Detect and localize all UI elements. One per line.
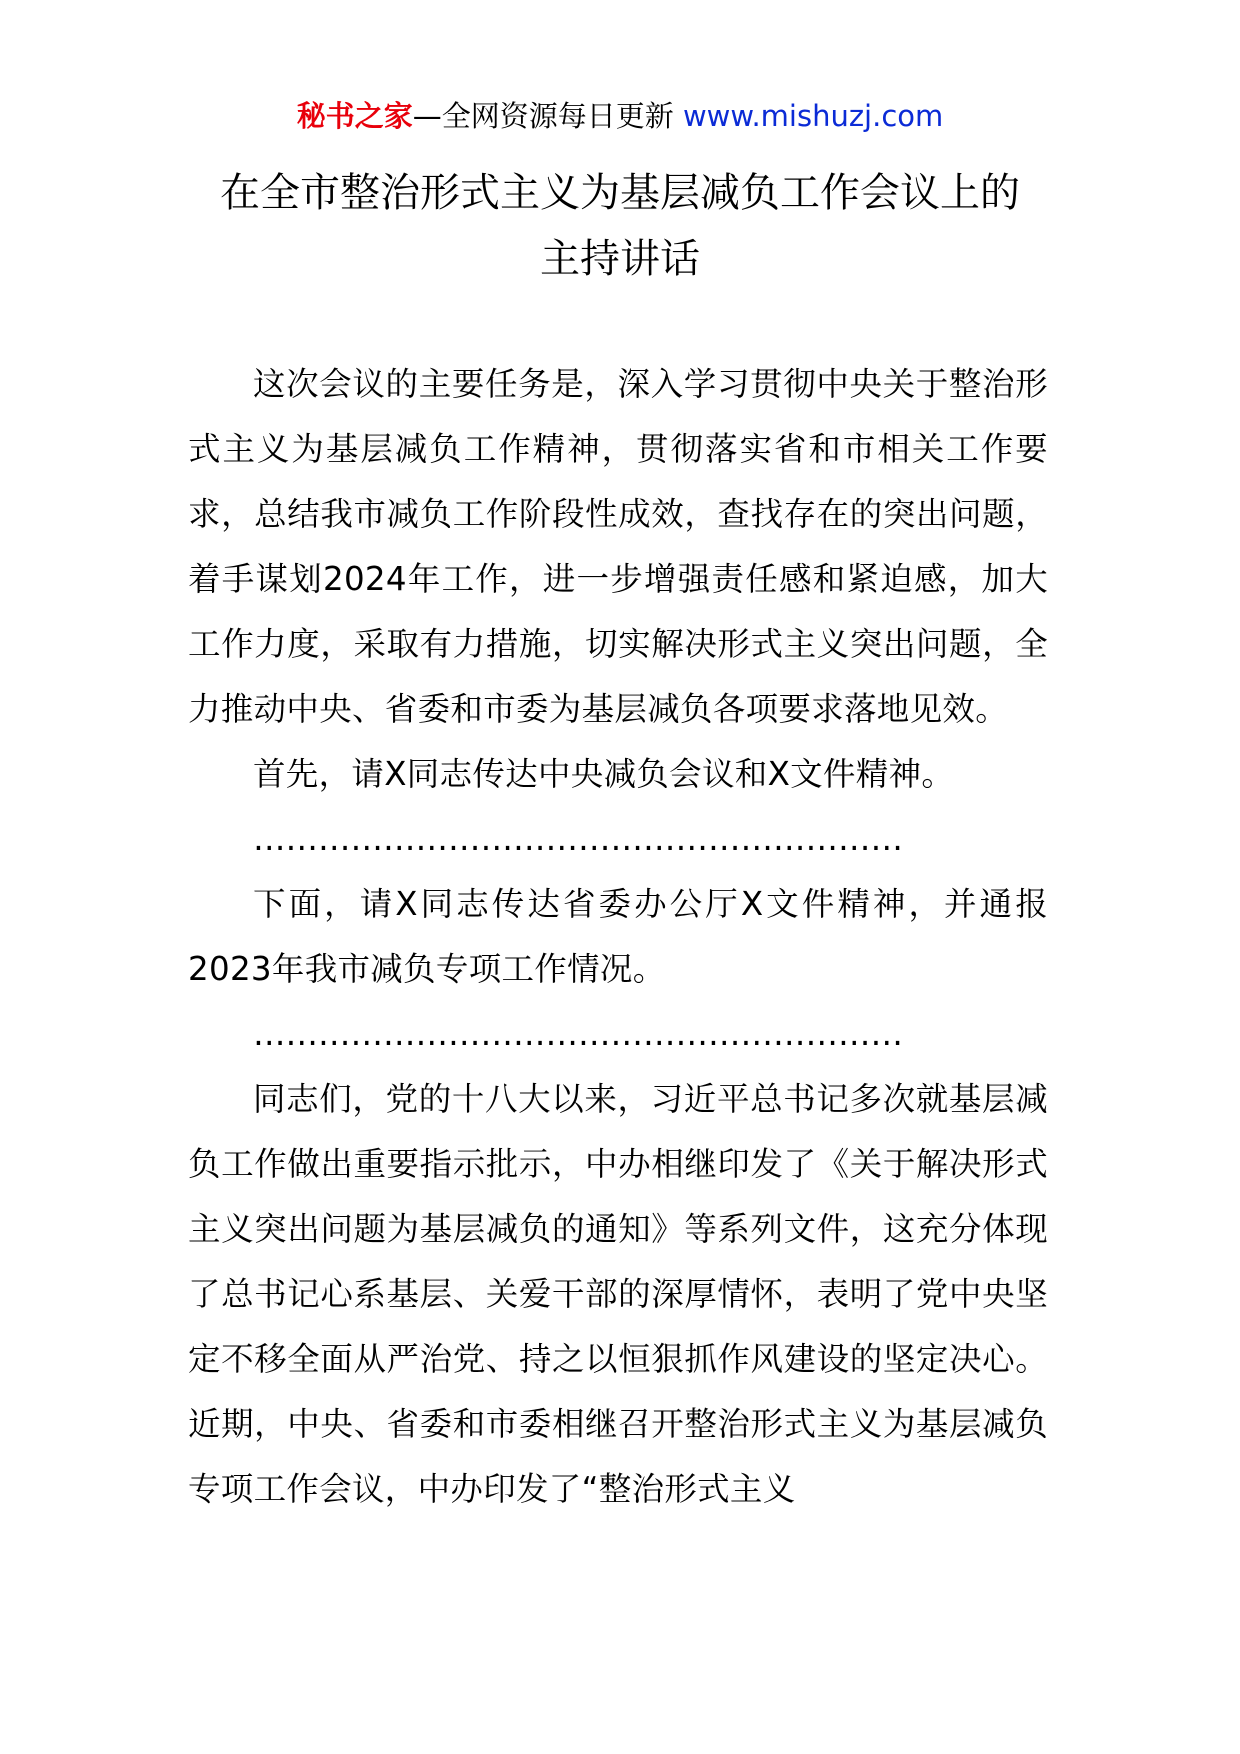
title-line-2: 主持讲话 <box>540 236 700 282</box>
paragraph-intro: 这次会议的主要任务是，深入学习贯彻中央关于整治形式主义为基层减负工作精神，贯彻落实省和市相关工作要求，总结我市减负工作阶段性成效，查找存在的突出问题，着手谋划2024年工作，进一步增强责任感和紧迫感，加大工作力度，采取有力措施，切实解决形式主义突出问题，全力推动中央、省委和市委为基层减负各项要求落地见效。 <box>188 365 1048 728</box>
document-body <box>188 352 1048 1522</box>
header-tagline: —全网资源每日更新 <box>412 99 683 133</box>
brand-name: 秘书之家 <box>296 99 413 133</box>
ellipsis-separator: …………………………………………………… <box>253 1015 903 1053</box>
paragraph-second-item: 下面，请X同志传达省委办公厅X文件精神，并通报2023年我市减负专项工作情况。 <box>188 885 1048 988</box>
paragraph-main-speech: 同志们，党的十八大以来，习近平总书记多次就基层减负工作做出重要指示批示，中办相继印发了《关于解决形式主义突出问题为基层减负的通知》等系列文件，这充分体现了总书记心系基层、关爱干部的深厚情怀，表明了党中央坚定不移全面从严治党、持之以恒狠抓作风建设的坚定决心。近期，中央、省委和市委相继召开整治形式主义为基层减负专项工作会议，中办印发了“整治形式主义 <box>188 1080 1048 1508</box>
site-url-link[interactable]: www.mishuzj.com <box>682 99 944 133</box>
ellipsis-separator: …………………………………………………… <box>253 820 903 858</box>
paragraph-first-item: 首先，请X同志传达中央减负会议和X文件精神。 <box>253 755 955 793</box>
document-title <box>150 160 1090 292</box>
title-line-1: 在全市整治形式主义为基层减负工作会议上的 <box>220 170 1020 216</box>
site-header <box>0 96 1240 136</box>
